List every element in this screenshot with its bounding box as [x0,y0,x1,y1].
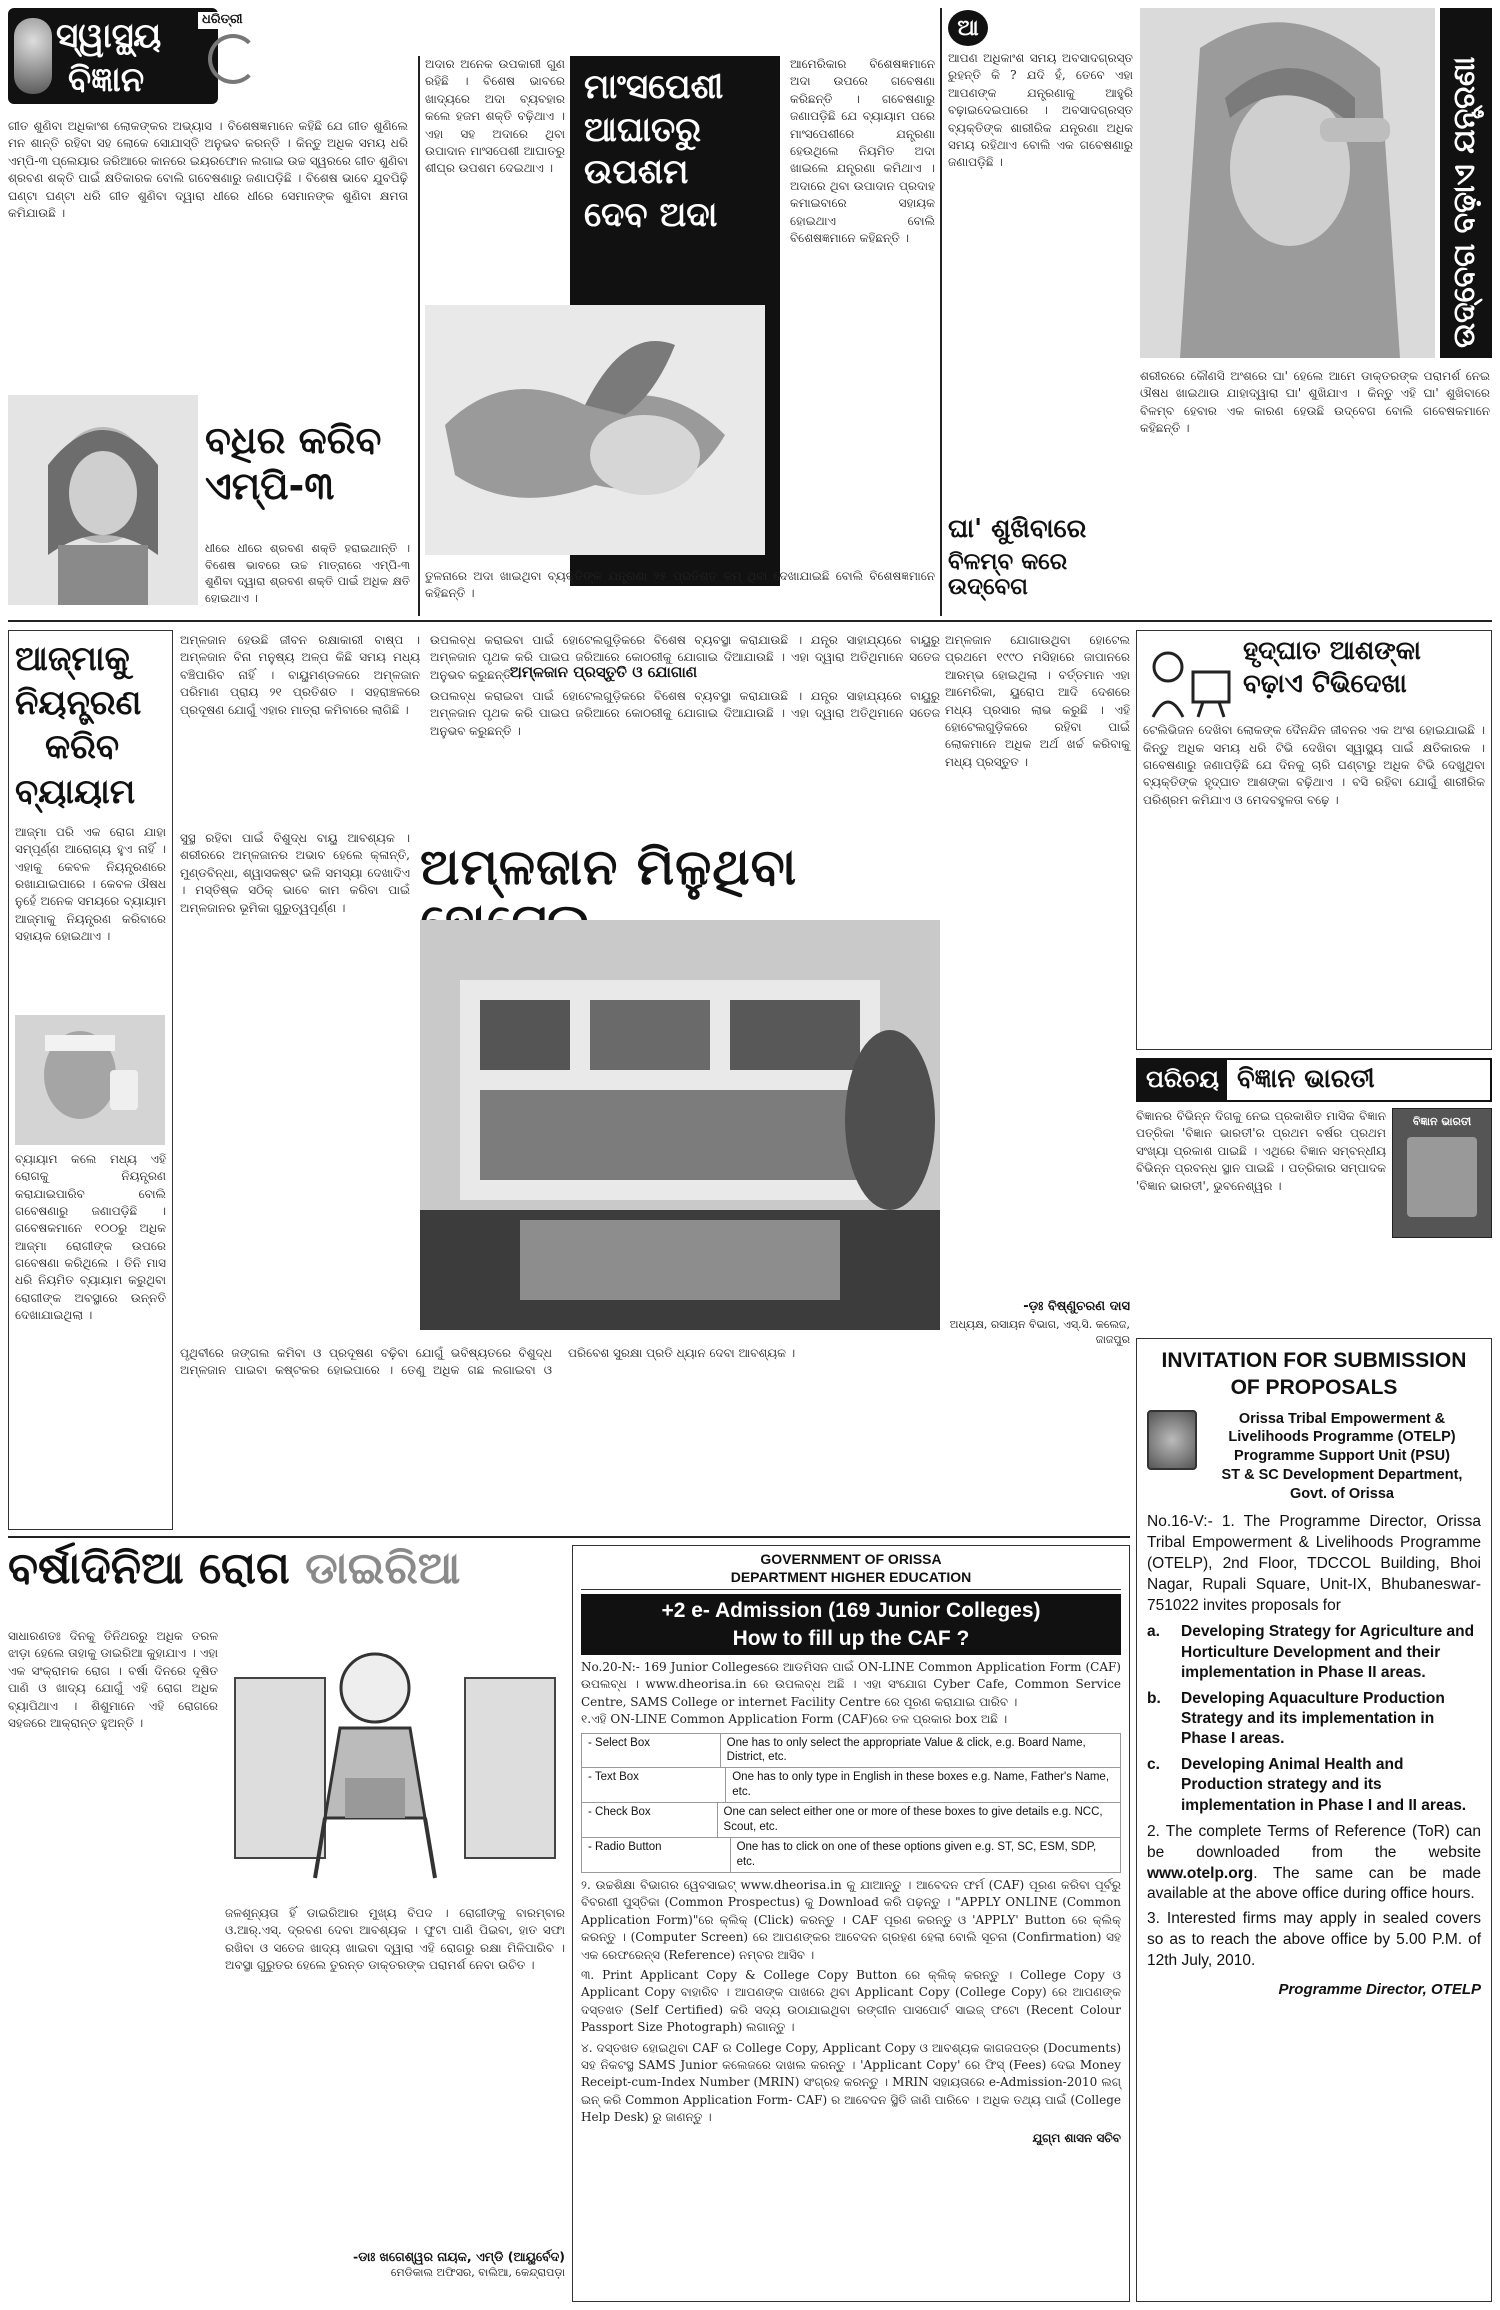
otelp-item-text: Developing Strategy for Agriculture and Horticulture Development and their implementation in Phase II areas. [1181,1623,1475,1681]
exercise-headline [15,637,166,814]
oxygen-headline: ଅମ୍ଳଜାନ ମିଳୁଥିବା [420,838,798,896]
section-divider [8,620,1492,622]
column-rule [418,56,420,616]
anxiety-vertical-title: ଉଦ୍‌ବେଗ ବଢ଼ାଏ ଯନ୍ତ୍ରଣା [1447,56,1482,348]
anxiety-headline-line1: ଘା' ଶୁଖିବାରେ [948,514,1087,544]
row-label: - Select Box [582,1734,721,1768]
girl-headphones-illustration [8,395,198,605]
tv-headline-line2: ବଢ଼ାଏ ଟିଭିଦେଖା [1243,668,1407,699]
cover-image-icon [1407,1137,1477,1217]
tv-headline [1243,637,1485,698]
column-rule [940,8,942,616]
man-drinking-photo [15,1015,165,1145]
mp3-article-caption: ଧୀରେ ଧୀରେ ଶ୍ରବଣ ଶକ୍ତି ହରାଇଥାନ୍ତି । ବିଶେଷ ଭାବରେ ଉଚ୍ଚ ମାତ୍ରାରେ ଏମ୍‌ପି-୩ ଶୁଣିବା ଦ୍ୱାରା ଶ୍ରବଣ ଶକ୍ତି ପାଇଁ ଅଧିକ କ୍ଷତି ହୋଇଥାଏ । [205,541,410,606]
ginger-headline-line1: ମାଂସପେଶୀ [584,67,724,107]
otelp-para3-a: 3. Interested firms may apply in sealed covers so as to reach the above office by [1147,1910,1481,1949]
ginger-headline-line2: ଆଘାତରୁ [584,109,702,150]
girl-headphones-photo [8,395,198,605]
oxygen-top-right: ଉପଲବ୍ଧ କରାଇବା ପାଇଁ ହୋଟେଲଗୁଡ଼ିକରେ ବିଶେଷ ବ୍ୟବସ୍ଥା କରାଯାଉଛି । ଯନ୍ତ୍ର ସାହାଯ୍ୟରେ ବାୟୁରୁ ଅମ୍ଳଜାନ ପୃଥକ କରି ପାଇପ ଜରିଆରେ କୋଠରୀକୁ ଯୋଗାଇ ଦିଆଯାଉଛି । ଏହା ଦ୍ୱାରା ଅତିଥିମାନେ ସତେଜ ଅନୁଭବ କରୁଛନ୍ତି । [430,633,940,682]
ginger-body-bottom: ତୁଳନାରେ ଅଦା ଖାଇଥିବା ବ୍ୟକ୍ତିଙ୍କ ଯନ୍ତ୍ରଣା ୨୫ ପ୍ରତିଶତ କମ୍ ଥିବା ଦେଖାଯାଇଛି ବୋଲି ବିଶେଷଜ୍ଞମାନେ କହିଛନ୍ତି । [425,569,935,601]
exercise-headline-line2: ନିୟନ୍ତ୍ରଣ [15,683,142,724]
man-drinking-illustration [15,1015,165,1145]
vigyan-headline-main: ବିଜ୍ଞାନ ଭାରତୀ [1237,1064,1375,1094]
admission-banner-line1: +2 e- Admission (169 Junior Colleges) [661,1599,1041,1623]
oxygen-mid-text: ଉପଲବ୍ଧ କରାଇବା ପାଇଁ ହୋଟେଲଗୁଡ଼ିକରେ ବିଶେଷ ବ୍ୟବସ୍ଥା କରାଯାଉଛି । ଯନ୍ତ୍ର ସାହାଯ୍ୟରେ ବାୟୁରୁ ଅମ୍ଳଜାନ ପୃଥକ କରି ପାଇପ ଜରିଆରେ କୋଠରୀକୁ ଯୋଗାଇ ଦିଆଯାଉଛି । ଏହା ଦ୍ୱାରା ଅତିଥିମାନେ ସତେଜ ଅନୁଭବ କରୁଛନ୍ତି । [430,689,940,738]
admission-banner-line2: How to fill up the CAF ? [732,1626,970,1650]
anxiety-dropcap: ଆ [948,10,988,46]
otelp-item-mark: c. [1147,1756,1160,1774]
ginger-root-illustration [425,305,765,555]
anxiety-body-top: ଆପଣ ଅଧିକାଂଶ ସମୟ ଅବସାଦଗ୍ରସ୍ତ ରୁହନ୍ତି କି ? ଯଦି ହଁ, ତେବେ ଏହା ଆପଣଙ୍କ ଯନ୍ତ୍ରଣାକୁ ଆହୁରି ବଢ଼ାଇଦେଇପାରେ । ଅବସାଦଗ୍ରସ୍ତ ବ୍ୟକ୍ତିଙ୍କ ଶାରୀରିକ ଯନ୍ତ୍ରଣା ଅଧିକ ସମୟ ରହିଥାଏ ବୋଲି ଏକ ଗବେଷଣାରୁ ଜଣାପଡ଼ିଛି । [948,51,1133,170]
otelp-signature: Programme Director, OTELP [1278,1981,1481,1999]
anxiety-headline-line2: ବିଳମ୍ବ କରେ ଉଦ୍‌ବେଗ [948,548,1068,600]
exercise-body-bottom: ବ୍ୟାୟାମ କଲେ ମଧ୍ୟ ଏହି ରୋଗକୁ ନିୟନ୍ତ୍ରଣ କରାଯାଇପାରିବ ବୋଲି ଗବେଷଣାରୁ ଜଣାପଡ଼ିଛି । ଗବେଷକମାନେ ୧୦୦ରୁ ଅଧିକ ଆଜ୍‌ମା ରୋଗୀଙ୍କ ଉପରେ ଗବେଷଣା କରିଥିଲେ । ତିନି ମାସ ଧରି ନିୟମିତ ବ୍ୟାୟାମ କରୁଥିବା ରୋଗୀଙ୍କ ଅବସ୍ଥାରେ ଉନ୍ନତି ଦେଖାଯାଇଥିଲା । [15,1151,166,1323]
otelp-org-line3: Programme Support Unit (PSU) [1234,1448,1450,1465]
admission-para1-b: ୧.ଏହି ON-LINE Common Application Form (CAF)ରେ ତଳ ପ୍ରକାର box ଅଛି । [581,1712,1008,1727]
row-text: One has to only type in English in these boxes e.g. Name, Father's Name, etc. [732,1771,1110,1799]
exercise-headline-line4: ବ୍ୟାୟାମ [15,771,136,812]
section-divider [8,1536,1130,1538]
otelp-notice [1136,1338,1492,2302]
diarrhea-body-right: ଜଳଶୂନ୍ୟତା ହିଁ ଡାଇରିଆର ମୁଖ୍ୟ ବିପଦ । ରୋଗୀଙ୍କୁ ବାରମ୍ବାର ଓ.ଆର୍.ଏସ୍. ଦ୍ରବଣ ଦେବା ଆବଶ୍ୟକ । ଫୁଟା ପାଣି ପିଇବା, ହାତ ସଫା ରଖିବା ଓ ସତେଜ ଖାଦ୍ୟ ଖାଇବା ଦ୍ୱାରା ଏହି ରୋଗରୁ ରକ୍ଷା ମିଳିପାରିବ । ଅବସ୍ଥା ଗୁରୁତର ହେଲେ ତୁରନ୍ତ ଡାକ୍ତରଙ୍କ ପରାମର୍ଶ ନେବା ଉଚିତ । [225,1906,565,1973]
exercise-headline-line3: କରିବ [45,727,120,768]
vigyan-bharati-body: ବିଜ୍ଞାନର ବିଭିନ୍ନ ଦିଗକୁ ନେଇ ପ୍ରକାଶିତ ମାସିକ ବିଜ୍ଞାନ ପତ୍ରିକା 'ବିଜ୍ଞାନ ଭାରତୀ'ର ପ୍ରଥମ ବର୍ଷର ପ୍ରଥମ ସଂଖ୍ୟା ପ୍ରକାଶ ପାଇଛି । ଏଥିରେ ବିଜ୍ଞାନ ସମ୍ବନ୍ଧୀୟ ବିଭିନ୍ନ ପ୍ରବନ୍ଧ ସ୍ଥାନ ପାଇଛି । ପତ୍ରିକାର ସମ୍ପାଦକ 'ବିଜ୍ଞାନ ଭାରତୀ', ଭୁବନେଶ୍ୱର । [1136,1109,1386,1193]
otelp-para2-a: 2. The complete Terms of Reference (ToR) can be downloaded from the website [1147,1822,1481,1861]
admission-banner [581,1594,1121,1655]
oxygen-intro: ଅମ୍ଳଜାନ ହେଉଛି ଜୀବନ ରକ୍ଷାକାରୀ ବାଷ୍ପ । ଅମ୍ଳଜାନ ବିନା ମନୁଷ୍ୟ ଅଳ୍ପ କିଛି ସମୟ ମଧ୍ୟ ବଞ୍ଚିପାରିବ ନାହିଁ । ବାୟୁମଣ୍ଡଳରେ ଅମ୍ଳଜାନ ପରିମାଣ ପ୍ରାୟ ୨୧ ପ୍ରତିଶତ । ସହରାଞ୍ଚଳରେ ପ୍ରଦୂଷଣ ଯୋଗୁଁ ଏହାର ମାତ୍ରା କମିବାରେ ଲାଗିଛି । [180,633,420,717]
oxygen-subhead: ଅମ୍ଳଜାନ ପ୍ରସ୍ତୁତି ଓ ଯୋଗାଣ [510,663,698,681]
diarrhea-body-left: ସାଧାରଣତଃ ଦିନକୁ ତିନିଥରରୁ ଅଧିକ ତରଳ ଝାଡ଼ା ହେଲେ ତାହାକୁ ଡାଇରିଆ କୁହାଯାଏ । ଏହା ଏକ ସଂକ୍ରାମକ ରୋଗ । ବର୍ଷା ଦିନରେ ଦୂଷିତ ପାଣି ଓ ଖାଦ୍ୟ ଯୋଗୁଁ ଏହି ରୋଗ ଅଧିକ ବ୍ୟାପିଥାଏ । ଶିଶୁମାନେ ଏହି ରୋଗରେ ସହଜରେ ଆକ୍ରାନ୍ତ ହୁଅନ୍ତି । [8,1629,218,1730]
anxiety-body-bottom: ଶରୀରରେ କୌଣସି ଅଂଶରେ ଘା' ହେଲେ ଆମେ ଡାକ୍ତରଙ୍କ ପରାମର୍ଶ ନେଇ ଔଷଧ ଖାଇଥାଉ ଯାହାଦ୍ୱାରା ଘା' ଶୁଖିଯାଏ । କିନ୍ତୁ ଏହି ଘା' ଶୁଖିବାରେ ବିଳମ୍ବ ହେବାର ଏକ କାରଣ ହେଉଛି ଉଦ୍‌ବେଗ ବୋଲି ଗବେଷକମାନେ କହିଛନ୍ତି । [1140,369,1490,436]
table-row [582,1803,1120,1838]
otelp-website-link[interactable]: www.otelp.org [1147,1864,1254,1882]
tv-headline-line1: ହୃଦ୍‌ଘାତ ଆଶଙ୍କା [1243,636,1421,666]
otelp-deadline: 5.00 P.M. of 12th July, 2010. [1147,1931,1482,1970]
admission-para2: ୨. ଉଚ୍ଚଶିକ୍ଷା ବିଭାଗର ୱେବସାଇଟ୍ www.dheorisa.in କୁ ଯାଆନ୍ତୁ । ଆବେଦନ ଫର୍ମ (CAF) ପୂରଣ କରିବା ପୂର୍ବରୁ ବିବରଣୀ ପୁସ୍ତିକା (Common Prospectus) କୁ Download କରି ପଢ଼ନ୍ତୁ । "APPLY ONLINE (Common Application Form)"ରେ କ୍ଲିକ୍ (Click) କରନ୍ତୁ । CAF ପୂରଣ କରନ୍ତୁ ଓ 'APPLY' Button ରେ କ୍ଲିକ୍ କରନ୍ତୁ । (Computer Screen) ରେ ଆପଣଙ୍କର ଆବେଦନ ଗ୍ରହଣ ହେଲା ବୋଲି ସୂଚନା (Confirmation) ସହ ଏକ ରେଫରେନ୍ସ (Reference) ନମ୍ବର ଆସିବ । [581,1878,1121,1962]
ginger-headline [570,56,780,246]
oxygen-bottom-text: ପୃଥିବୀରେ ଜଙ୍ଗଲ କମିବା ଓ ପ୍ରଦୂଷଣ ବଢ଼ିବା ଯୋଗୁଁ ଭବିଷ୍ୟତରେ ବିଶୁଦ୍ଧ ଅମ୍ଳଜାନ ପାଇବା କଷ୍ଟକର ହୋଇପାରେ । ତେଣୁ ଅଧିକ ଗଛ ଲଗାଇବା ଓ ପରିବେଶ ସୁରକ୍ଷା ପ୍ରତି ଧ୍ୟାନ ଦେବା ଆବଶ୍ୟକ । [180,1346,796,1378]
woman-headache-photo [1140,8,1435,358]
diarrhea-author-place: ମେଡିକାଲ ଅଫିସର, ବାଲିଆ, କେନ୍ଦ୍ରାପଡ଼ା [390,2265,565,2279]
row-text: One has to only select the appropriate Value & click, e.g. Board Name, District, etc. [726,1736,1086,1764]
admission-signature: ଯୁଗ୍ମ ଶାସନ ସଚିବ [1032,2130,1121,2145]
otelp-org-line5: Govt. of Orissa [1290,1485,1394,1502]
otelp-para2-b: . The same can be made available at the above office during office hours. [1147,1864,1481,1903]
row-text: One has to click on one of these options given e.g. ST, SC, ESM, SDP, etc. [736,1841,1097,1869]
admission-ad [572,1545,1130,2302]
oxygen-col-right: ଅମ୍ଳଜାନ ଯୋଗାଉଥିବା ହୋଟେଲ ପ୍ରଥମେ ୧୯୯୦ ମସିହାରେ ଜାପାନରେ ଆରମ୍ଭ ହୋଇଥିଲା । ବର୍ତ୍ତମାନ ଏହା ଆମେରିକା, ୟୁରୋପ ଆଦି ଦେଶରେ ମଧ୍ୟ ପ୍ରସାର ଲାଭ କରୁଛି । ଏହି ହୋଟେଲଗୁଡ଼ିକରେ ରହିବା ପାଇଁ ଲୋକମାନେ ଅଧିକ ଅର୍ଥ ଖର୍ଚ୍ଚ କରିବାକୁ ମଧ୍ୟ ପ୍ରସ୍ତୁତ । [945,633,1130,769]
otelp-title-line1: INVITATION FOR SUBMISSION [1161,1349,1467,1372]
tv-viewer-illustration [1143,637,1233,722]
row-text: One can select either one or more of these boxes to give details e.g. NCC, Scout, etc. [723,1806,1103,1834]
otelp-org [1203,1410,1481,1504]
admission-gov-line: GOVERNMENT OF ORISSA [760,1551,942,1567]
otelp-item-text: Developing Animal Health and Production strategy and its implementation in Phase I and II areas. [1181,1756,1467,1814]
diarrhea-author-name: -ଡାଃ ଖଗେଶ୍ୱର ନାୟକ, ଏମ୍‌ଡି (ଆୟୁର୍ବେଦ) [353,2249,565,2264]
ginger-body-right: ଆମେରିକାର ବିଶେଷଜ୍ଞମାନେ ଅଦା ଉପରେ ଗବେଷଣା କରିଛନ୍ତି । ଗବେଷଣାରୁ ଜଣାପଡ଼ିଛି ଯେ ବ୍ୟାୟାମ ପରେ ମାଂସପେଶୀରେ ଯନ୍ତ୍ରଣା ହେଉଥିଲେ ନିୟମିତ ଅଦା ଖାଇଲେ ଯନ୍ତ୍ରଣା କମିଥାଏ । ଅଦାରେ ଥିବା ଉପାଦାନ ପ୍ରଦାହ କମାଇବାରେ ସହାୟକ ହୋଇଥାଏ ବୋଲି ବିଶେଷଜ୍ଞମାନେ କହିଛନ୍ତି । [790,57,935,245]
toilet-cartoon [225,1618,565,1898]
admission-para3: ୩. Print Applicant Copy & College Copy Button ରେ କ୍ଲିକ୍ କରନ୍ତୁ । College Copy ଓ Applicant Copy ବାହାରିବ । ଆପଣଙ୍କ ପାଖରେ ଥିବା Applicant Copy (College Copy) ରେ ଆପଣଙ୍କ ଦସ୍ତଖତ (Self Certified) କରି ସଦ୍ୟ ଉଠାଯାଇଥିବା ରଙ୍ଗୀନ ପାସପୋର୍ଟ ସାଇଜ୍ ଫଟୋ (Recent Colour Passport Size Photograph) ଲଗାନ୍ତୁ । [581,1967,1121,2035]
otelp-title-line2: OF PROPOSALS [1230,1376,1398,1400]
otelp-org-line4: ST & SC Development Department, [1221,1467,1463,1484]
otelp-item-mark: b. [1147,1689,1161,1707]
woman-headache-illustration [1140,8,1435,358]
otelp-para1: No.16-V:- 1. The Programme Director, Orissa Tribal Empowerment & Livelihoods Programme (OTELP), 2nd Floor, TDCCOL Building, Bhoi Nagar, Rupali Square, Unit-IX, Bhubaneswar-751022 invites proposals for [1147,1512,1481,1614]
table-row [582,1734,1120,1769]
vigyan-bharati-cover [1392,1108,1492,1238]
vigyan-bharati-headline [1136,1058,1492,1102]
otelp-org-line2: Livelihoods Programme (OTELP) [1228,1429,1456,1446]
anxiety-headline [948,515,1133,600]
otelp-item-text: Developing Aquaculture Production Strategy and its implementation in Phase I areas. [1181,1689,1445,1748]
table-row [582,1768,1120,1803]
otelp-item [1147,1689,1481,1749]
row-label: - Radio Button [582,1838,731,1872]
admission-dept-line: DEPARTMENT HIGHER EDUCATION [581,1568,1121,1590]
tv-article-box [1136,630,1492,1050]
masthead-title-line1: ସ୍ୱାସ୍ଥ୍ୟ [56,16,162,56]
health-masthead [8,8,258,108]
mp3-headline-line2: ଏମ୍‌ପି-୩ [205,463,335,508]
otelp-para2 [1147,1822,1481,1906]
diarrhea-author [225,2250,565,2280]
exercise-article-box [8,630,173,1530]
ginger-body-left: ଅଦାର ଅନେକ ଉପକାରୀ ଗୁଣ ରହିଛି । ବିଶେଷ ଭାବରେ ଖାଦ୍ୟରେ ଅଦା ବ୍ୟବହାର କଲେ ହଜମ ଶକ୍ତି ବଢ଼ିଥାଏ । ଏହା ସହ ଅଦାରେ ଥିବା ଉପାଦାନ ମାଂସପେଶୀ ଆଘାତରୁ ଶୀଘ୍ର ଉପଶମ ଦେଇଥାଏ । [425,57,565,176]
exercise-headline-line1: ଆଜ୍‌ମାକୁ [15,639,130,679]
hotel-building-illustration [420,920,940,1330]
toilet-cartoon-illustration [225,1618,565,1898]
row-label: - Check Box [582,1803,718,1837]
satellite-dish-icon [208,34,258,84]
vigyan-cover-title: ବିଜ୍ଞାନ ଭାରତୀ [1412,1115,1472,1128]
masthead-title-line2: ବିଜ୍ଞାନ [68,60,145,100]
otelp-item-mark: a. [1147,1623,1160,1641]
publication-badge: ଧରିତ୍ରୀ [198,12,247,29]
otelp-item [1147,1755,1481,1815]
admission-para4: ୪. ଦସ୍ତଖତ ହୋଇଥିବା CAF ର College Copy, Applicant Copy ଓ ଆବଶ୍ୟକ କାଗଜପତ୍ର (Documents) ସହ ନିକଟସ୍ଥ SAMS Junior କଲେଜରେ ଦାଖଲ କରନ୍ତୁ । 'Applicant Copy' ରେ ଫିସ୍ (Fees) ଦେଇ Money Receipt-cum-Index Number (MRIN) ସଂଗ୍ରହ କରନ୍ତୁ । MRIN ସହାୟତାରେ e-Admission-2010 ଲଗ୍ ଇନ୍ କରି Common Application Form- CAF) ର ଆବେଦନ ସ୍ଥିତି ଜାଣି ପାରିବେ । ଅଧିକ ତଥ୍ୟ ପାଇଁ (College Help Desk) ରୁ ଜାଣନ୍ତୁ । [581,2040,1121,2125]
masthead-box [8,8,218,104]
mp3-headline [205,420,415,508]
anatomy-icon [14,18,52,94]
vigyan-headline-prefix: ପରିଚୟ [1138,1060,1227,1100]
mp3-headline-line1: ବଧିର କରିବ [205,418,382,462]
ginger-headline-line3: ଉପଶମ [584,152,689,192]
mp3-article-body: ଗୀତ ଶୁଣିବା ଅଧିକାଂଶ ଲୋକଙ୍କର ଅଭ୍ୟାସ । ବିଶେଷଜ୍ଞମାନେ କହିଛି ଯେ ଗୀତ ଶୁଣିଲେ ମନ ଶାନ୍ତି ରହିବା ସହ ଲୋକେ ସୋଯାସ୍ତି ଅନୁଭବ କରନ୍ତି । କିନ୍ତୁ ଅଧିକ ସମୟ ଧରି ଏମ୍‌ପି-୩ ପ୍ଲେୟାର ଜରିଆରେ କାନରେ ଇୟରଫୋନ ଲଗାଇ ଉଚ୍ଚ ସ୍ୱରରେ ଗୀତ ଶୁଣିବା ଶ୍ରବଣ ଶକ୍ତି ପାଇଁ କ୍ଷତିକାରକ ବୋଲି ଗବେଷଣାରୁ ଜଣାପଡ଼ିଛି । ବିଶେଷ ଭାବେ ଯୁବପିଢ଼ି ଘଣ୍ଟା ଘଣ୍ଟା ଧରି ଗୀତ ଶୁଣିବା ଦ୍ୱାରା ଧୀରେ ଧୀରେ ସେମାନଙ୍କ ଶୁଣିବା କ୍ଷମତା କମିଯାଉଛି । [8,119,408,220]
oxygen-author [945,1300,1130,1347]
diarrhea-headline [8,1545,568,1593]
otelp-para3 [1147,1909,1481,1972]
diarrhea-headline-main: ବର୍ଷାଦିନିଆ ରୋଗ [8,1543,290,1594]
exercise-body-top: ଆଜ୍‌ମା ପରି ଏକ ରୋଗ ଯାହା ସମ୍ପୂର୍ଣ୍ଣ ଆରୋଗ୍ୟ ହୁଏ ନାହିଁ । ଏହାକୁ କେବଳ ନିୟନ୍ତ୍ରଣରେ ରଖାଯାଇପାରେ । କେବଳ ଔଷଧ ନୁହେଁ ଅନେକ ସମୟରେ ବ୍ୟାୟାମ ଆଜ୍‌ମାକୁ ନିୟନ୍ତ୍ରଣ କରିବାରେ ସହାୟକ ହୋଇଥାଏ । [15,824,166,944]
hotel-photo [420,920,940,1330]
otelp-org-line1: Orissa Tribal Empowerment & [1238,1410,1446,1427]
oxygen-col-left: ସୁସ୍ଥ ରହିବା ପାଇଁ ବିଶୁଦ୍ଧ ବାୟୁ ଆବଶ୍ୟକ । ଶରୀରରେ ଅମ୍ଳଜାନର ଅଭାବ ହେଲେ କ୍ଳାନ୍ତି, ମୁଣ୍ଡବିନ୍ଧା, ଶ୍ୱାସକଷ୍ଟ ଭଳି ସମସ୍ୟା ଦେଖାଦିଏ । ମସ୍ତିଷ୍କ ସଠିକ୍ ଭାବେ କାମ କରିବା ପାଇଁ ଅମ୍ଳଜାନର ଭୂମିକା ଗୁରୁତ୍ୱପୂର୍ଣ୍ଣ । [180,831,410,915]
oxygen-author-name: -ଡ଼ଃ ବିଷ୍ଣୁଚରଣ ଦାସ [1023,1299,1130,1314]
otelp-title [1147,1347,1481,1402]
otelp-item [1147,1622,1481,1682]
oxygen-author-place: ଅଧ୍ୟକ୍ଷ, ରସାୟନ ବିଭାଗ, ଏସ୍.ସି. କଲେଜ, ଜାଜପୁର [949,1318,1130,1346]
otelp-items [1147,1622,1481,1815]
admission-para1: No.20-N:- 169 Junior Collegesରେ ଆଡମିସନ ପାଇଁ ON-LINE Common Application Form (CAF) ଉପଲବ୍ଧ । www.dheorisa.in ରେ ଉପଲବ୍ଧ ଅଛି । ଏହା ସଂଯୋଗ Cyber Cafe, Common Service Centre, SAMS College or internet Facility Centre ରେ ପୂରଣ କରାଯାଇ ପାରିବ । [581,1659,1121,1709]
ginger-photo [425,305,765,555]
diarrhea-headline-grey: ଡାଇରିଆ [305,1543,461,1594]
anxiety-vertical-title-box [1440,8,1492,358]
admission-box-table [581,1733,1121,1874]
table-row [582,1838,1120,1873]
ginger-headline-line4: ଦେବ ଅଦା [584,194,718,235]
tv-article-body: ଟେଲିଭିଜନ ଦେଖିବା ଲୋକଙ୍କ ଦୈନନ୍ଦିନ ଜୀବନର ଏକ ଅଂଶ ହୋଇଯାଇଛି । କିନ୍ତୁ ଅଧିକ ସମୟ ଧରି ଟିଭି ଦେଖିବା ସ୍ୱାସ୍ଥ୍ୟ ପାଇଁ କ୍ଷତିକାରକ । ଗବେଷଣାରୁ ଜଣାପଡ଼ିଛି ଯେ ଦିନକୁ ଚାରି ଘଣ୍ଟାରୁ ଅଧିକ ଟିଭି ଦେଖୁଥିବା ବ୍ୟକ୍ତିଙ୍କ ହୃଦ୍‌ଘାତ ଆଶଙ୍କା ବଢ଼ିଥାଏ । ବସି ରହିବା ଯୋଗୁଁ ଶାରୀରିକ ପରିଶ୍ରମ କମିଯାଏ ଓ ମେଦବହୁଳତା ବଢ଼େ । [1143,723,1485,807]
tv-icon [1143,637,1233,722]
otelp-logo [1147,1410,1197,1470]
row-label: - Text Box [582,1768,726,1802]
